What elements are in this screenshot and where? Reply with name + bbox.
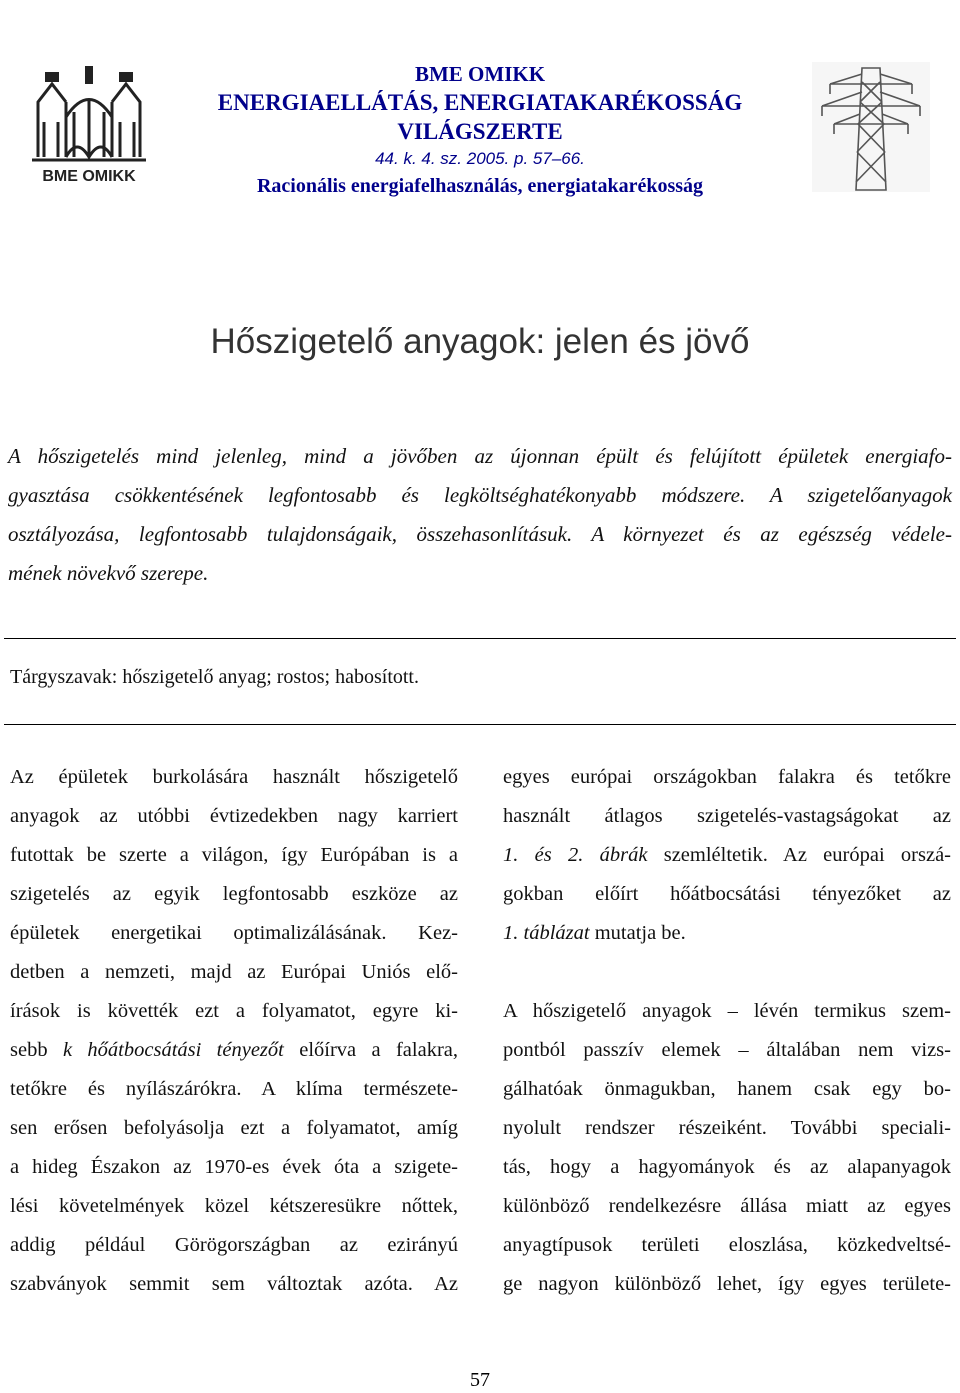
- text-line: egyes európai országokban falakra és tetőkre: [503, 766, 951, 788]
- text-line: sen erősen befolyásolja ezt a folyamatot, amíg: [10, 1117, 458, 1139]
- journal-header: [150, 60, 810, 200]
- journal-title-line2: VILÁGSZERTE: [397, 119, 563, 144]
- emphasis: 1. táblázat: [503, 922, 590, 944]
- abstract-line: gyasztása csökkentésének legfontosabb és legköltséghatékonyabb módszere. A szigetelőanyagok: [8, 483, 952, 507]
- text-line: anyagtípusok területi eloszlása, közkedveltsé-: [503, 1234, 951, 1256]
- emphasis: k hőátbocsátási tényezőt: [62, 1039, 284, 1061]
- left-column: [10, 758, 458, 1304]
- text-fragment: szemléltetik. Az európai orszá-: [647, 844, 951, 866]
- divider-top: [4, 638, 956, 639]
- text-line: anyagok az utóbbi évtizedekben nagy karriert: [10, 805, 458, 827]
- logo-text: BME OMIKK: [42, 168, 136, 185]
- journal-title-line1: ENERGIAELLÁTÁS, ENERGIATAKARÉKOSSÁG: [217, 90, 743, 115]
- text-fragment: sebb: [10, 1039, 63, 1061]
- text-line: nyolult rendszer részeiként. További speciali-: [503, 1117, 951, 1139]
- text-line: [503, 836, 951, 875]
- power-pylon-icon: [812, 62, 930, 192]
- topic-line: Racionális energiafelhasználás, energiatakarékosság: [256, 175, 704, 197]
- text-line: [10, 1031, 458, 1070]
- text-line: pontból passzív elemek – általában nem vizs-: [503, 1039, 951, 1061]
- paragraph: [503, 992, 951, 1304]
- text-line: addig például Görögországban az ezirányú: [10, 1234, 458, 1256]
- text-line: gokban előírt hőátbocsátási tényezőket az: [503, 883, 951, 905]
- abstract-line: osztályozása, legfontosabb tulajdonságaik, összehasonlításuk. A környezet és az egészség védele-: [8, 522, 952, 546]
- abstract-line: A hőszigetelés mind jelenleg, mind a jövőben az újonnan épült és felújított épületek energiafo-: [8, 444, 952, 468]
- text-line: különböző rendelkezésre állása miatt az egyes: [503, 1195, 951, 1217]
- text-line: futottak be szerte a világon, így Európában is a: [10, 844, 458, 866]
- abstract-line: mének növekvő szerepe.: [8, 561, 209, 585]
- keywords: Tárgyszavak: hőszigetelő anyag; rostos; habosított.: [10, 666, 419, 688]
- text-fragment: mutatja be.: [589, 922, 686, 944]
- power-pylon-image: [812, 62, 930, 192]
- issue-info: 44. k. 4. sz. 2005. p. 57–66.: [375, 149, 585, 168]
- article-title: Hőszigetelő anyagok: jelen és jövő: [210, 322, 750, 361]
- bme-omikk-logo: [30, 62, 148, 192]
- text-line: gálhatóak önmagukban, hanem csak egy bo-: [503, 1078, 951, 1100]
- text-line: szigetelés az egyik legfontosabb eszköze az: [10, 883, 458, 905]
- text-line: detben a nemzeti, majd az Európai Uniós elő-: [10, 961, 458, 983]
- building-icon: [30, 62, 148, 166]
- paragraph: [503, 758, 951, 953]
- divider-bottom: [4, 724, 956, 725]
- text-line: a hideg Északon az 1970-es évek óta a szigete-: [10, 1156, 458, 1178]
- text-line: lési követelmények közel kétszeresükre nőttek,: [10, 1195, 458, 1217]
- right-column: [503, 758, 951, 1304]
- text-line: tetőkre és nyílászárókra. A klíma természete-: [10, 1078, 458, 1100]
- text-line: tás, hogy a hagyományok és az alapanyagok: [503, 1156, 951, 1178]
- text-line: épületek energetikai optimalizálásának. Kez-: [10, 922, 458, 944]
- organization-name: BME OMIKK: [414, 62, 546, 86]
- text-line: A hőszigetelő anyagok – lévén termikus szem-: [503, 1000, 951, 1022]
- emphasis: 1. és 2. ábrák: [503, 844, 648, 866]
- text-line: szabványok semmit sem változtak azóta. Az: [10, 1273, 458, 1295]
- text-line: írások is követték ezt a folyamatot, egyre ki-: [10, 1000, 458, 1022]
- text-line: ge nagyon különböző lehet, így egyes területe-: [503, 1273, 951, 1295]
- text-line: használt átlagos szigetelés-vastagságokat az: [503, 805, 951, 827]
- page-number: 57: [470, 1369, 490, 1391]
- text-line: Az épületek burkolására használt hőszigetelő: [10, 766, 458, 788]
- abstract: [8, 437, 952, 593]
- text-line: [503, 914, 951, 953]
- text-fragment: előírva a falakra,: [283, 1039, 459, 1061]
